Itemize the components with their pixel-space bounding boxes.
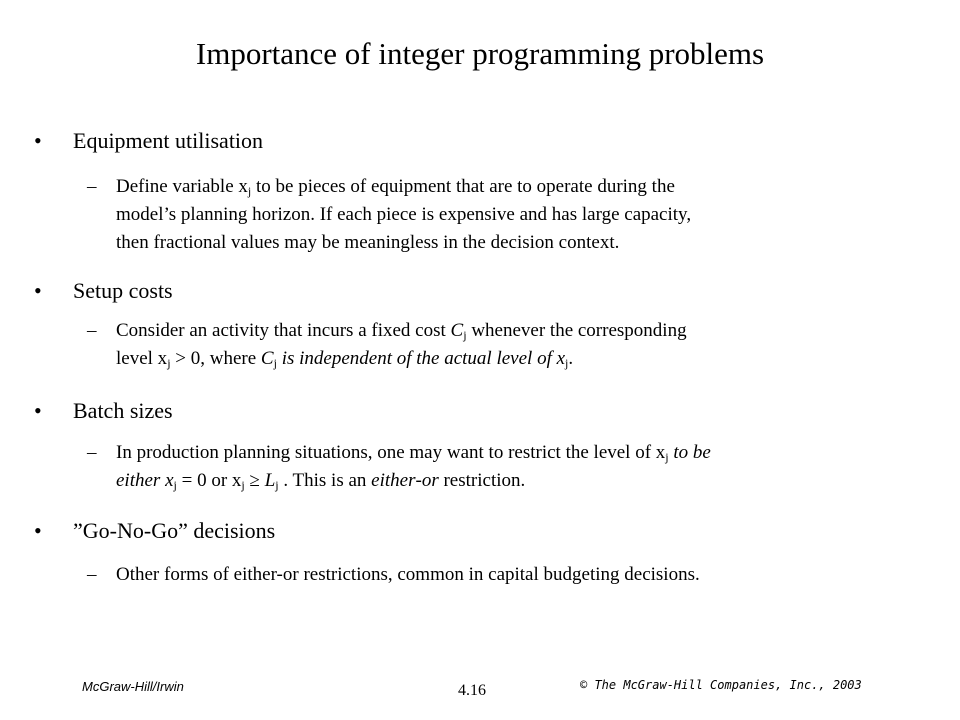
footer-copyright: © The McGraw-Hill Companies, Inc., 2003	[580, 678, 862, 692]
sub-line: level $x_j > 0$, where $C_j$ is independent of the actual level of $x_j$.	[116, 348, 574, 370]
dash-icon: –	[87, 564, 97, 585]
dash-icon: –	[87, 442, 97, 463]
bullet-icon: •	[34, 128, 42, 153]
sub-point-equipment	[87, 173, 877, 257]
sub-line: Define variable $x_j$ to be pieces of equipment that are to operate during the	[116, 176, 675, 198]
sub-line: either $x_j = 0$ or $x_j \ge L_j$ . This is an either-or restriction.	[116, 470, 526, 492]
sub-line: Consider an activity that incurs a fixed cost $C_j$ whenever the corresponding	[116, 320, 687, 342]
sub-line: model’s planning horizon. If each piece is expensive and has large capacity,	[116, 204, 692, 225]
sub-point-batch	[87, 439, 877, 495]
slide-title: Importance of integer programming problems	[195, 36, 765, 71]
bullet-icon: •	[34, 398, 42, 423]
dash-icon: –	[87, 176, 97, 197]
footer-slide-number: 4.16	[458, 682, 486, 699]
bullet-icon: •	[34, 278, 42, 303]
bullet-icon: •	[34, 518, 42, 543]
bullet-heading: Batch sizes	[73, 398, 173, 423]
sub-line: In production planning situations, one may want to restrict the level of $x_j$ to be	[116, 442, 711, 464]
sub-point-setup	[87, 317, 877, 373]
sub-line: Other forms of either-or restrictions, common in capital budgeting decisions.	[116, 564, 700, 585]
dash-icon: –	[87, 320, 97, 341]
sub-point-go-no-go	[87, 561, 877, 589]
sub-line: then fractional values may be meaningless in the decision context.	[116, 232, 620, 253]
footer-publisher: McGraw-Hill/Irwin	[82, 679, 184, 694]
bullet-heading: ”Go-No-Go” decisions	[73, 518, 276, 543]
bullet-heading: Setup costs	[73, 278, 173, 303]
bullet-heading: Equipment utilisation	[73, 128, 264, 153]
